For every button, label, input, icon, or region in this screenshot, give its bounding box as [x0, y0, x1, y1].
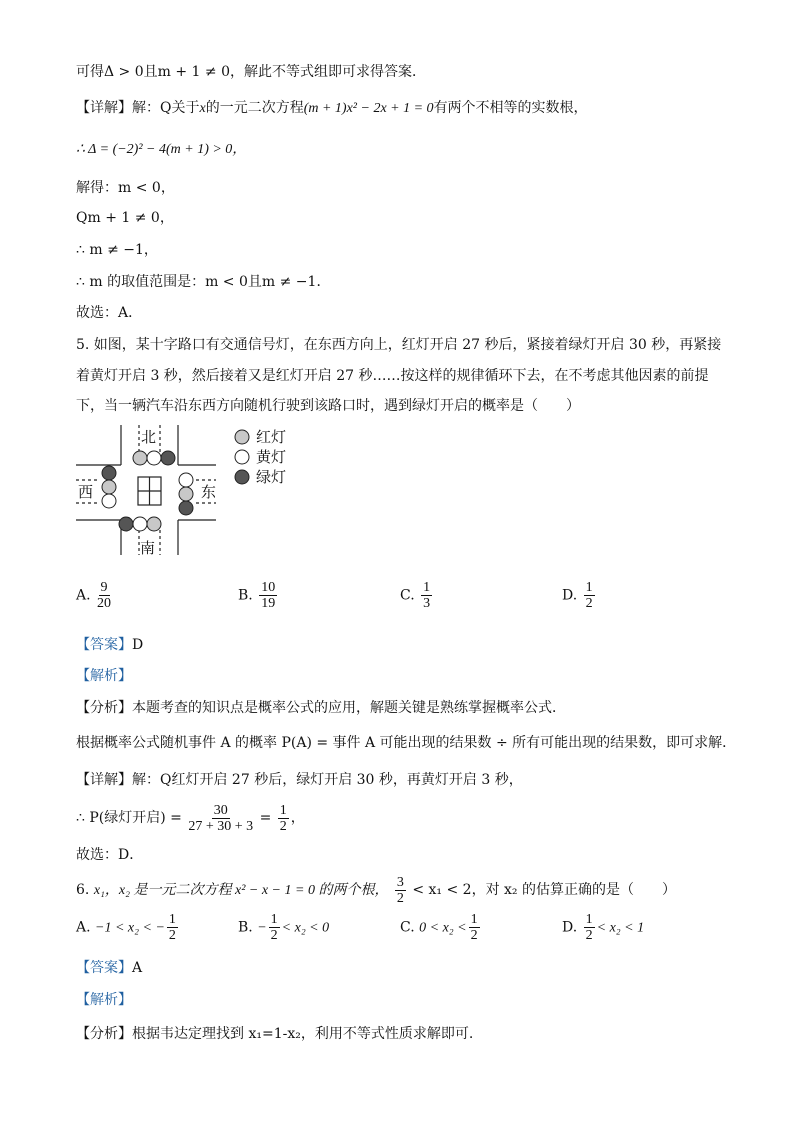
- num: 1: [270, 912, 278, 927]
- line-8: 故选：A．: [76, 305, 143, 321]
- question-5-line-2: 着黄灯开启 3 秒，然后接着又是红灯开启 27 秒……按这样的规律循环下去，在不考虑其他因素的前提: [76, 368, 709, 384]
- q6-stem: x₁，x₂ 是一元二次方程 x² − x − 1 = 0 的两个根，: [93, 883, 389, 898]
- option-label: C.: [400, 919, 415, 936]
- num: 3: [396, 874, 404, 890]
- option-post: < x₂ < 1: [596, 920, 645, 936]
- calc-5: [76, 800, 305, 836]
- q6-option-d: [562, 912, 644, 943]
- text: 关于: [171, 100, 200, 116]
- calc-lhs: ∴ P(绿灯开启) =: [76, 810, 182, 826]
- legend-red: 红灯: [256, 428, 287, 446]
- fenxi-6: [76, 1024, 473, 1044]
- option-label: A.: [76, 587, 91, 604]
- fraction: [469, 912, 480, 943]
- label-south: 南: [140, 539, 156, 557]
- q5-option-a: [76, 580, 113, 611]
- question-5-line-1: 5. 如图，某十字路口有交通信号灯，在东西方向上，红灯开启 27 秒后，紧接着绿灯开启 30 秒，再紧接: [76, 337, 722, 353]
- detail-text: 解：Q红灯开启 27 秒后，绿灯开启 30 秒，再黄灯开启 3 秒，: [132, 772, 523, 788]
- equals: =: [259, 810, 272, 826]
- detail-tag: 【详解】: [76, 100, 132, 116]
- q6-stem-end: < x₁ < 2，对 x₂ 的估算正确的是（ ）: [412, 882, 676, 898]
- line-3: ∴ Δ = (−2)² − 4(m + 1) > 0，: [76, 142, 247, 157]
- line-7: ∴ m 的取值范围是：m < 0且m ≠ −1．: [76, 274, 331, 290]
- line-2: [76, 98, 588, 119]
- line-4: 解得：m < 0，: [76, 180, 175, 196]
- legend-green: 绿灯: [256, 468, 287, 486]
- den: 20: [97, 596, 112, 611]
- fenxi-tag: 【分析】: [76, 1026, 132, 1042]
- question-5-line-3: 下，当一辆汽车沿东西方向随机行驶到该路口时，遇到绿灯开启的概率是（ ）: [76, 398, 580, 414]
- q5-option-d: [562, 580, 597, 611]
- detail-5: [76, 770, 523, 790]
- q6-fraction: [395, 875, 406, 906]
- num: 1: [423, 580, 431, 595]
- fraction: [259, 580, 277, 611]
- comma: ，: [290, 810, 305, 826]
- num: 1: [168, 912, 176, 927]
- fenxi-5: [76, 698, 566, 718]
- num: 1: [585, 580, 593, 595]
- den: 2: [470, 928, 478, 943]
- line-1: 可得Δ > 0且m + 1 ≠ 0，解此不等式组即可求得答案．: [76, 64, 426, 80]
- answer-6: [76, 958, 142, 978]
- option-post: < x₂ < 0: [281, 920, 330, 936]
- line-5: Qm + 1 ≠ 0，: [76, 210, 174, 226]
- fraction: [584, 912, 595, 943]
- q6-option-a: [76, 912, 180, 943]
- num: 10: [261, 580, 276, 595]
- den: 3: [423, 596, 431, 611]
- option-pre: 0 < x₂ <: [419, 920, 467, 936]
- legend-yellow: 黄灯: [256, 448, 287, 466]
- option-pre: −1 < x₂ < −: [95, 920, 165, 936]
- fraction: [269, 912, 280, 943]
- option-label: A.: [76, 919, 91, 936]
- fraction: [584, 580, 595, 611]
- calc-fraction-2: [278, 803, 289, 834]
- answer-value: A: [132, 960, 143, 976]
- option-label: D.: [562, 919, 578, 936]
- answer-5: [76, 635, 143, 655]
- calc-fraction: [188, 803, 253, 834]
- num: 30: [213, 802, 228, 818]
- rule-5: 根据概率公式随机事件 A 的概率 P(A) = 事件 A 可能出现的结果数 ÷ 所有可能出现的结果数，即可求解．: [76, 735, 737, 751]
- den: 2: [585, 596, 593, 611]
- fenxi-text: 本题考查的知识点是概率公式的应用，解题关键是熟练掌握概率公式．: [132, 700, 566, 716]
- q5-option-b: [238, 580, 279, 611]
- guxuan-5: 故选：D．: [76, 847, 144, 863]
- answer-value: D: [132, 637, 144, 653]
- label-north: 北: [141, 428, 157, 446]
- q6-option-c: [400, 912, 482, 943]
- den: 27 + 30 + 3: [188, 818, 254, 834]
- q5-option-c: [400, 580, 434, 611]
- fraction: [421, 580, 432, 611]
- fraction: [167, 912, 178, 943]
- equation: (m + 1)x² − 2x + 1 = 0: [303, 101, 434, 116]
- den: 2: [279, 818, 287, 834]
- text: 的一元二次方程: [205, 100, 304, 116]
- q6-number: 6.: [76, 882, 90, 898]
- fenxi-text: 根据韦达定理找到 x₁=1-x₂，利用不等式性质求解即可.: [132, 1026, 474, 1042]
- den: 2: [270, 928, 278, 943]
- line-6: ∴ m ≠ −1，: [76, 242, 158, 258]
- q6-option-b: [238, 912, 329, 943]
- num: 9: [100, 580, 108, 595]
- option-label: C.: [400, 587, 415, 604]
- analysis-6: 【解析】: [76, 992, 132, 1008]
- option-label: B.: [238, 587, 253, 604]
- answer-tag: 【答案】: [76, 637, 132, 653]
- traffic-light-diagram: [76, 425, 316, 560]
- option-label: D.: [562, 587, 578, 604]
- fenxi-tag: 【分析】: [76, 700, 132, 716]
- detail-tag: 【详解】: [76, 772, 132, 788]
- because-symbol: Q: [160, 100, 172, 116]
- text: 解：: [132, 100, 160, 116]
- fraction: [97, 580, 111, 611]
- den: 2: [585, 928, 593, 943]
- option-label: B.: [238, 919, 253, 936]
- answer-tag: 【答案】: [76, 960, 132, 976]
- num: 1: [585, 912, 593, 927]
- den: 2: [168, 928, 176, 943]
- num: 1: [470, 912, 478, 927]
- label-west: 西: [78, 483, 94, 501]
- analysis-5: 【解析】: [76, 668, 132, 684]
- text: 有两个不相等的实数根，: [433, 100, 588, 116]
- option-pre: −: [257, 920, 267, 936]
- question-6: [76, 872, 676, 909]
- num: 1: [279, 802, 287, 818]
- den: 2: [396, 890, 404, 906]
- label-east: 东: [201, 483, 217, 501]
- var-x: x: [199, 101, 206, 116]
- den: 19: [261, 596, 276, 611]
